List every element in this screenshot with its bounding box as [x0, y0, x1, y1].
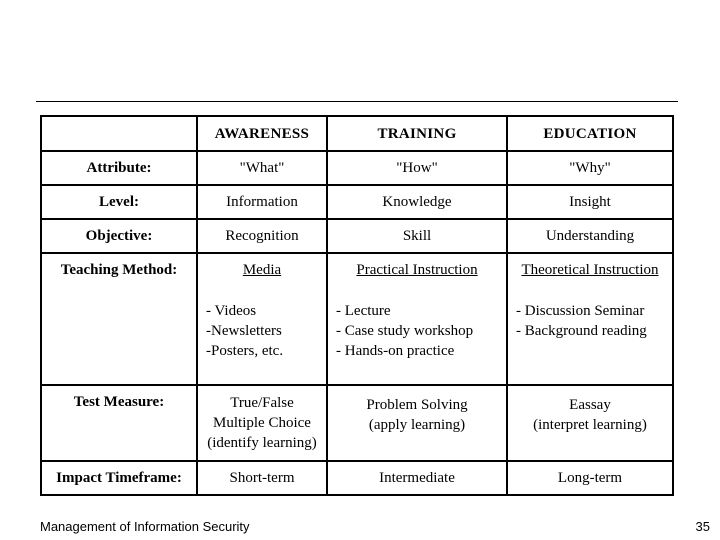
table-row-level	[41, 185, 673, 219]
method-list	[508, 301, 672, 341]
table-row-test-measure	[41, 385, 673, 461]
table-cell: Understanding	[507, 219, 673, 253]
list-item: - Videos	[206, 303, 257, 319]
table-cell	[197, 385, 327, 461]
table-row-objective	[41, 219, 673, 253]
cell-line: (apply learning)	[368, 417, 466, 433]
list-item: -Newsletters	[206, 323, 282, 339]
method-title: Practical Instruction	[356, 262, 478, 278]
method-list	[328, 301, 506, 361]
header-training: TRAINING	[327, 116, 507, 151]
row-label: Level:	[41, 185, 197, 219]
method-title: Media	[242, 262, 282, 278]
method-title: Theoretical Instruction	[521, 262, 659, 278]
list-item: - Hands-on practice	[336, 343, 455, 359]
cell-line: True/False	[230, 395, 294, 411]
table-cell	[507, 385, 673, 461]
table-cell: "How"	[327, 151, 507, 185]
method-list	[198, 301, 326, 361]
row-label: Attribute:	[41, 151, 197, 185]
header-education: EDUCATION	[507, 116, 673, 151]
table-cell: "What"	[197, 151, 327, 185]
page-number: 35	[695, 519, 710, 534]
table-row-impact-timeframe	[41, 461, 673, 495]
cell-line: Multiple Choice	[213, 415, 311, 431]
list-item: - Discussion Seminar	[516, 303, 645, 319]
header-awareness: AWARENESS	[197, 116, 327, 151]
row-label: Objective:	[41, 219, 197, 253]
footer-title: Management of Information Security	[40, 519, 250, 534]
table-row-attribute	[41, 151, 673, 185]
table-cell	[197, 253, 327, 385]
list-item: - Case study workshop	[336, 323, 474, 339]
cell-line: (interpret learning)	[533, 417, 647, 433]
row-label: Test Measure:	[41, 385, 197, 461]
table-cell: Recognition	[197, 219, 327, 253]
table-cell: "Why"	[507, 151, 673, 185]
horizontal-rule	[36, 101, 678, 102]
table-header-row	[41, 116, 673, 151]
cell-line: Eassay	[569, 397, 611, 413]
table-cell: Long-term	[507, 461, 673, 495]
table-cell: Short-term	[197, 461, 327, 495]
table-cell	[507, 253, 673, 385]
table-cell	[327, 385, 507, 461]
comparison-table	[40, 115, 674, 496]
table-cell: Knowledge	[327, 185, 507, 219]
table-row-teaching-method	[41, 253, 673, 385]
header-empty-cell	[41, 116, 197, 151]
row-label: Impact Timeframe:	[41, 461, 197, 495]
list-item: -Posters, etc.	[206, 343, 284, 359]
table-cell: Skill	[327, 219, 507, 253]
cell-line: (identify learning)	[207, 435, 317, 451]
list-item: - Lecture	[336, 303, 391, 319]
table-cell: Intermediate	[327, 461, 507, 495]
table-cell	[327, 253, 507, 385]
table-cell: Insight	[507, 185, 673, 219]
table-cell: Information	[197, 185, 327, 219]
cell-line: Problem Solving	[366, 397, 468, 413]
list-item: - Background reading	[516, 323, 647, 339]
row-label: Teaching Method:	[41, 253, 197, 385]
